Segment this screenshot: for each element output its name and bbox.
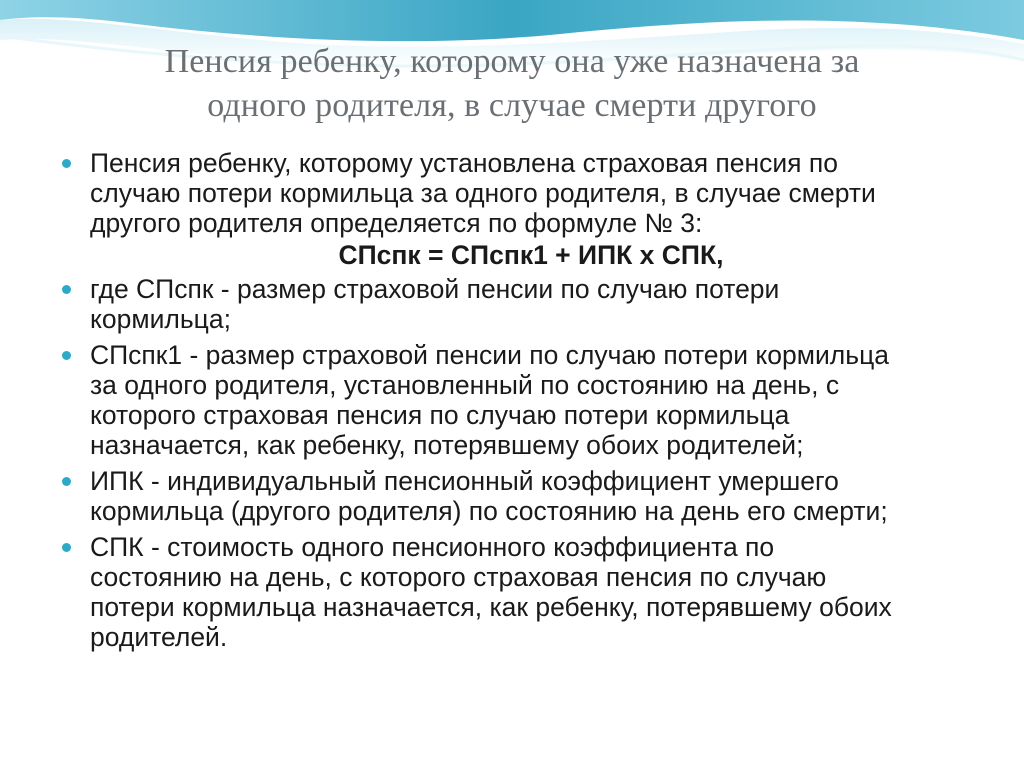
slide-title [70,40,954,128]
bullet-item [52,274,972,334]
slide-title-line-1: Пенсия ребенку, которому она уже назначена за [164,43,860,80]
bullet-text-line: назначается, как ребенку, потерявшему обоих родителей; [90,430,804,460]
bullet-text-line: за одного родителя, установленный по состоянию на день, с [90,370,840,400]
bullet-item [52,340,972,460]
bullet-text-line: кормильца (другого родителя) по состоянию на день его смерти; [90,496,888,526]
bullet-item [52,532,972,652]
bullet-text-line: Пенсия ребенку, которому установлена страховая пенсия по [90,148,838,178]
bullet-text-line: случаю потери кормильца за одного родителя, в случае смерти [90,178,876,208]
bullet-dot-icon [62,543,71,552]
bullet-text-line: ИПК - индивидуальный пенсионный коэффициент умершего [90,466,839,496]
bullet-dot-icon [62,159,71,168]
bullet-text-line: другого родителя определяется по формуле № 3: [90,208,703,238]
bullet-dot-icon [62,285,71,294]
bullet-text-line: потери кормильца назначается, как ребенку, потерявшему обоих [90,592,892,622]
bullet-item [52,148,972,238]
slide-title-line-2: одного родителя, в случае смерти другого [207,87,817,124]
bullet-text-line: кормильца; [90,304,231,334]
bullet-text-line: состоянию на день, с которого страховая пенсия по случаю [90,562,827,592]
bullet-text-line: СПК - стоимость одного пенсионного коэффициента по [90,532,775,562]
bullet-dot-icon [62,351,71,360]
bullet-dot-icon [62,477,71,486]
bullet-text-line: которого страховая пенсия по случаю потери кормильца [90,400,790,430]
slide-content [52,148,972,658]
bullet-text-line: родителей. [90,622,228,652]
bullet-text-line: СПспк1 - размер страховой пенсии по случаю потери кормильца [90,340,889,370]
bullet-item [52,466,972,526]
formula: СПспк = СПспк1 + ИПК x СПК, [338,240,724,270]
bullet-text-line: где СПспк - размер страховой пенсии по случаю потери [90,274,780,304]
